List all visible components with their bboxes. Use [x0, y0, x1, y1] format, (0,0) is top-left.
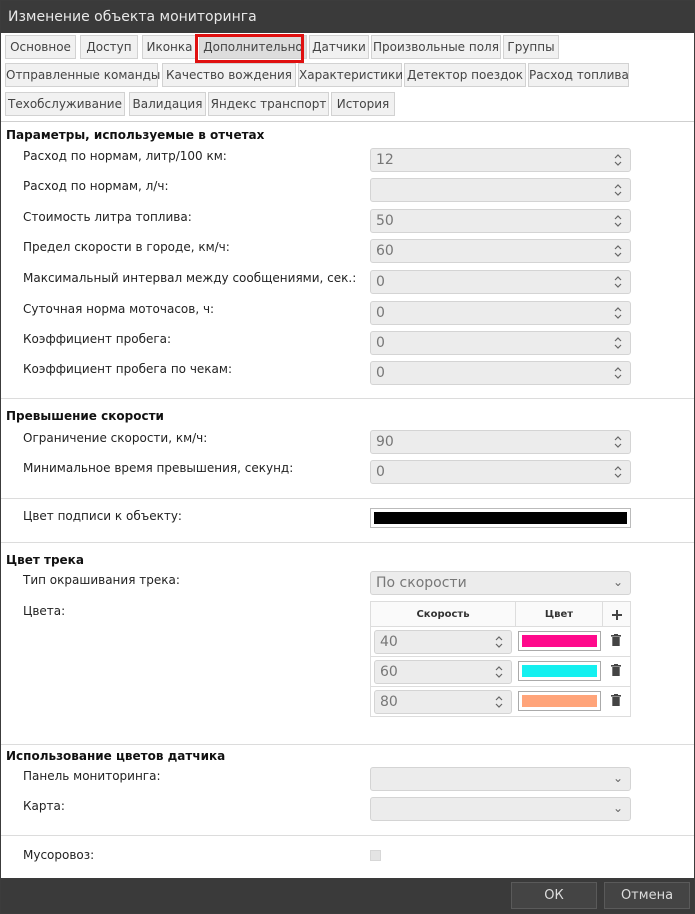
garbage-truck-checkbox[interactable] — [370, 850, 381, 861]
input-value: 0 — [376, 274, 385, 290]
input-value: 0 — [376, 365, 385, 381]
section-title-sensor-colors: Использование цветов датчика — [6, 749, 226, 763]
tab-icon[interactable]: Иконка — [142, 35, 197, 59]
dialog-footer — [1, 878, 694, 913]
tab-content-additional — [1, 122, 694, 878]
speed-value: 80 — [380, 694, 398, 710]
tab-history[interactable]: История — [331, 92, 395, 116]
spinner-icon[interactable] — [614, 305, 622, 321]
divider — [1, 542, 694, 543]
tab-trip-detector[interactable]: Детектор поездок — [404, 63, 526, 87]
input-mileage-coefficient[interactable] — [370, 331, 631, 355]
input-value: 0 — [376, 305, 385, 321]
column-header-speed: Скорость — [370, 601, 516, 627]
section-title-report-params: Параметры, используемые в отчетах — [6, 128, 265, 142]
color-picker[interactable] — [518, 661, 601, 681]
label-mileage-coefficient: Коэффициент пробега: — [23, 332, 172, 346]
color-swatch — [522, 695, 597, 707]
tab-maintenance[interactable]: Техобслуживание — [5, 92, 125, 116]
speed-value: 40 — [380, 634, 398, 650]
tab-fuel-consumption[interactable]: Расход топлива — [528, 63, 629, 87]
tab-sensors[interactable]: Датчики — [309, 35, 369, 59]
speed-input[interactable] — [374, 630, 512, 654]
input-value: 0 — [376, 335, 385, 351]
trash-icon[interactable] — [611, 634, 621, 646]
spinner-icon[interactable] — [614, 335, 622, 351]
section-title-track-color: Цвет трека — [6, 553, 84, 567]
spinner-icon[interactable] — [614, 152, 622, 168]
column-header-color: Цвет — [515, 601, 603, 627]
label-track-coloring-type: Тип окрашивания трека: — [23, 573, 180, 587]
trash-icon[interactable] — [611, 694, 621, 706]
trash-icon[interactable] — [611, 664, 621, 676]
input-daily-engine-hours[interactable] — [370, 301, 631, 325]
label-map: Карта: — [23, 799, 65, 813]
tab-yandex-transport[interactable]: Яндекс транспорт — [208, 92, 329, 116]
label-daily-engine-hours: Суточная норма моточасов, ч: — [23, 302, 215, 316]
label-colors: Цвета: — [23, 604, 66, 618]
speed-colors-table — [370, 601, 631, 717]
cancel-button[interactable]: Отмена — [604, 882, 690, 909]
label-city-speed-limit: Предел скорости в городе, км/ч: — [23, 240, 230, 254]
chevron-down-icon: ⌄ — [612, 771, 623, 785]
input-fuel-norm-hour[interactable] — [370, 178, 631, 202]
input-value: 60 — [376, 243, 394, 259]
add-color-button[interactable] — [602, 601, 631, 627]
speed-input[interactable] — [374, 690, 512, 714]
spinner-icon[interactable] — [614, 434, 622, 450]
spinner-icon[interactable] — [495, 694, 503, 710]
input-max-message-interval[interactable] — [370, 270, 631, 294]
tab-validation[interactable]: Валидация — [129, 92, 206, 116]
label-min-speeding-time: Минимальное время превышения, секунд: — [23, 461, 294, 475]
spinner-icon[interactable] — [614, 464, 622, 480]
select-track-coloring-type[interactable] — [370, 571, 631, 595]
spinner-icon[interactable] — [614, 182, 622, 198]
input-value: 50 — [376, 213, 394, 229]
chevron-down-icon: ⌄ — [612, 575, 623, 589]
input-value: 90 — [376, 434, 394, 450]
label-monitoring-panel: Панель мониторинга: — [23, 769, 161, 783]
dialog-title: Изменение объекта мониторинга — [1, 1, 694, 33]
divider — [1, 498, 694, 499]
input-city-speed-limit[interactable] — [370, 239, 631, 263]
color-picker[interactable] — [518, 691, 601, 711]
color-swatch — [522, 665, 597, 677]
table-row — [370, 657, 631, 687]
input-receipt-mileage-coefficient[interactable] — [370, 361, 631, 385]
spinner-icon[interactable] — [614, 274, 622, 290]
label-fuel-norm-100km: Расход по нормам, литр/100 км: — [23, 149, 227, 163]
label-max-message-interval: Максимальный интервал между сообщениями, сек.: — [23, 271, 357, 285]
spinner-icon[interactable] — [614, 365, 622, 381]
input-value: 0 — [376, 464, 385, 480]
select-map[interactable] — [370, 797, 631, 821]
input-fuel-norm-100km[interactable] — [370, 148, 631, 172]
select-value: По скорости — [376, 575, 467, 591]
input-speed-limit[interactable] — [370, 430, 631, 454]
tab-driving-quality[interactable]: Качество вождения — [162, 63, 296, 87]
tab-sent-commands[interactable]: Отправленные команды — [5, 63, 158, 87]
section-title-speeding: Превышение скорости — [6, 409, 164, 423]
color-swatch — [374, 512, 627, 524]
tab-groups[interactable]: Группы — [503, 35, 559, 59]
spinner-icon[interactable] — [495, 664, 503, 680]
input-min-speeding-time[interactable] — [370, 460, 631, 484]
tab-custom-fields[interactable]: Произвольные поля — [371, 35, 501, 59]
color-swatch — [522, 635, 597, 647]
color-picker[interactable] — [518, 631, 601, 651]
divider — [1, 398, 694, 399]
label-fuel-norm-hour: Расход по нормам, л/ч: — [23, 179, 169, 193]
ok-button[interactable]: ОК — [511, 882, 597, 909]
plus-icon — [612, 610, 622, 620]
label-speed-limit: Ограничение скорости, км/ч: — [23, 431, 208, 445]
spinner-icon[interactable] — [495, 634, 503, 650]
label-fuel-cost: Стоимость литра топлива: — [23, 210, 192, 224]
spinner-icon[interactable] — [614, 213, 622, 229]
divider — [1, 744, 694, 745]
tab-characteristics[interactable]: Характеристики — [298, 63, 402, 87]
tab-additional[interactable]: Дополнительно — [199, 35, 307, 59]
table-row — [370, 627, 631, 657]
table-row — [370, 687, 631, 717]
speed-input[interactable] — [374, 660, 512, 684]
spinner-icon[interactable] — [614, 243, 622, 259]
tab-main[interactable]: Основное — [5, 35, 76, 59]
input-fuel-cost[interactable] — [370, 209, 631, 233]
select-monitoring-panel[interactable] — [370, 767, 631, 791]
object-label-color-picker[interactable] — [370, 508, 631, 528]
divider — [1, 835, 694, 836]
label-receipt-mileage-coefficient: Коэффициент пробега по чекам: — [23, 362, 232, 376]
speed-value: 60 — [380, 664, 398, 680]
tab-access[interactable]: Доступ — [80, 35, 138, 59]
chevron-down-icon: ⌄ — [612, 801, 623, 815]
label-object-label-color: Цвет подписи к объекту: — [23, 509, 182, 523]
label-garbage-truck: Мусоровоз: — [23, 848, 95, 862]
input-value: 12 — [376, 152, 394, 168]
